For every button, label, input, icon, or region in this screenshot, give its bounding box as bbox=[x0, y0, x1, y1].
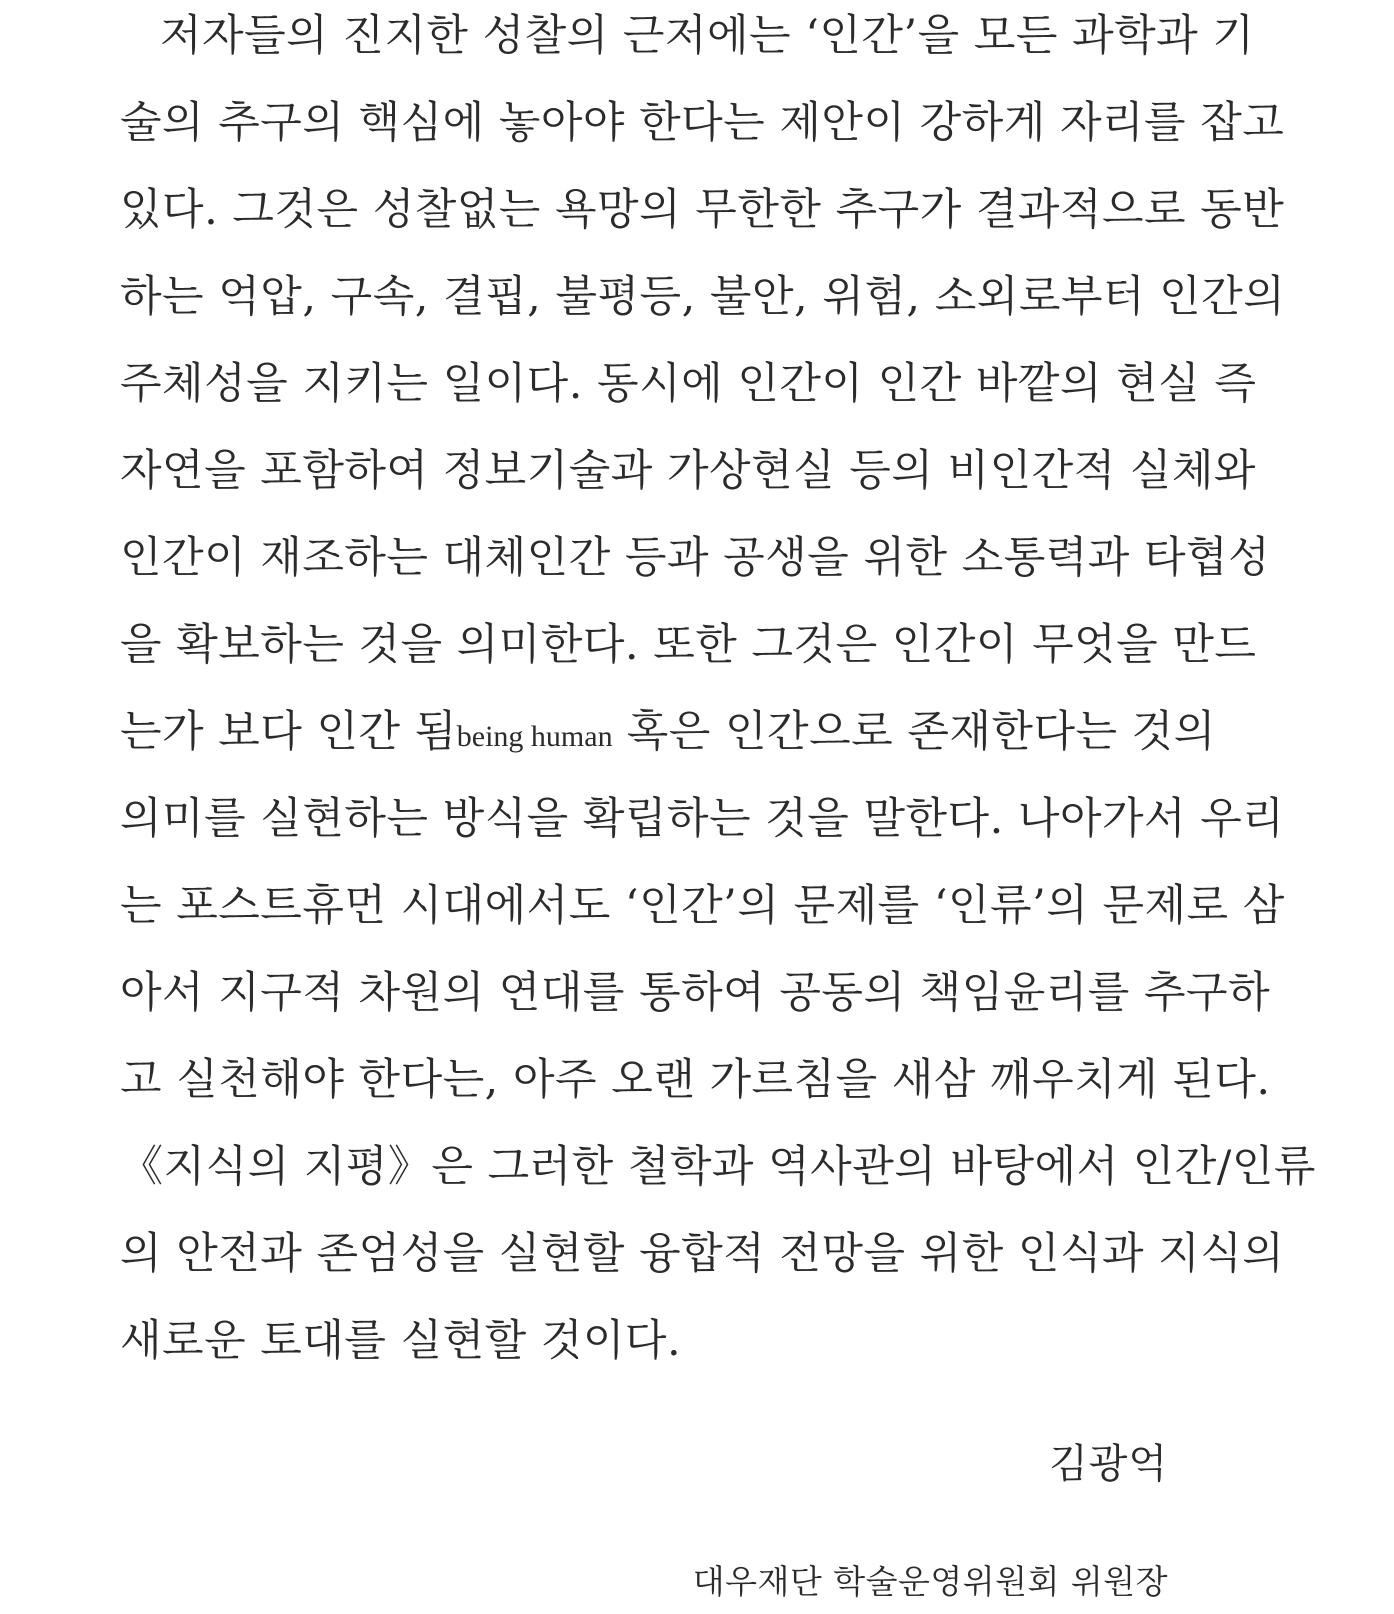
text-line-mixed bbox=[120, 696, 1216, 783]
text-line: 의 안전과 존엄성을 실현할 융합적 전망을 위한 인식과 지식의 bbox=[120, 1229, 1285, 1279]
text-line: 을 확보하는 것을 의미한다. 또한 그것은 인간이 무엇을 만드 bbox=[120, 620, 1257, 670]
text-line: 저자들의 진지한 성찰의 근저에는 ‘인간’을 모든 과학과 기 bbox=[160, 11, 1255, 61]
text-line: 아서 지구적 차원의 연대를 통하여 공동의 책임윤리를 추구하 bbox=[120, 968, 1271, 1018]
text-line: 주체성을 지키는 일이다. 동시에 인간이 인간 바깥의 현실 즉 bbox=[120, 359, 1257, 409]
text-line: 있다. 그것은 성찰없는 욕망의 무한한 추구가 결과적으로 동반 bbox=[120, 185, 1285, 235]
text-line-segment: 혹은 인간으로 존재한다는 것의 bbox=[612, 707, 1216, 757]
latin-gloss: being human bbox=[456, 720, 613, 753]
author-signature: 김광억 bbox=[1049, 1441, 1168, 1487]
text-line: 고 실천해야 한다는, 아주 오랜 가르침을 새삼 깨우치게 된다. bbox=[120, 1055, 1271, 1105]
body-paragraph bbox=[120, 0, 1316, 1392]
text-line: 하는 억압, 구속, 결핍, 불평등, 불안, 위험, 소외로부터 인간의 bbox=[120, 272, 1286, 322]
text-line: 의미를 실현하는 방식을 확립하는 것을 말한다. 나아가서 우리 bbox=[120, 794, 1285, 844]
author-affiliation: 대우재단 학술운영위원회 위원장 bbox=[692, 1562, 1168, 1601]
text-line: 인간이 재조하는 대체인간 등과 공생을 위한 소통력과 타협성 bbox=[120, 533, 1271, 583]
text-line-segment: 는가 보다 인간 됨 bbox=[120, 707, 457, 757]
text-line: 는 포스트휴먼 시대에서도 ‘인간’의 문제를 ‘인류’의 문제로 삼 bbox=[120, 881, 1285, 931]
text-line: 자연을 포함하여 정보기술과 가상현실 등의 비인간적 실체와 bbox=[120, 446, 1256, 496]
text-line: 술의 추구의 핵심에 놓아야 한다는 제안이 강하게 자리를 잡고 bbox=[120, 98, 1285, 148]
text-line: 《지식의 지평》은 그러한 철학과 역사관의 바탕에서 인간/인류 bbox=[120, 1142, 1316, 1192]
text-line: 새로운 토대를 실현할 것이다. bbox=[120, 1316, 682, 1366]
